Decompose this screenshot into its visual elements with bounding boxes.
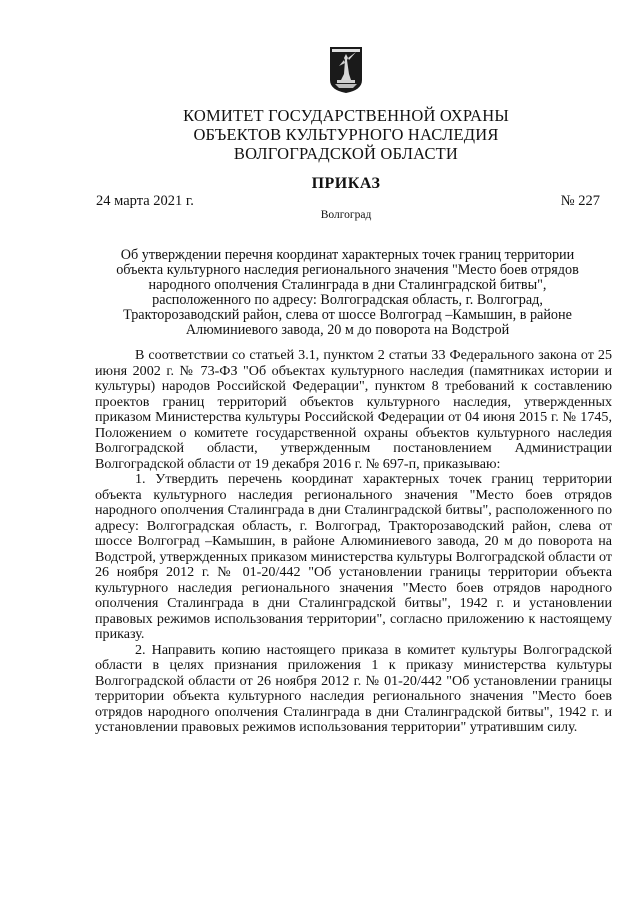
subject-line: народного ополчения Сталинграда в дни Сталинградской битвы", [148,277,547,293]
subject-line: Алюминиевого завода, 20 м до поворота на Водстрой [185,322,510,338]
document-title: ПРИКАЗ [311,175,381,192]
order-body [95,348,612,736]
subject-line: Тракторозаводский район, слева от шоссе Волгоград –Камышин, в районе [123,307,572,323]
order-city: Волгоград [320,209,372,221]
committee-header [96,106,596,163]
header-line: ОБЪЕКТОВ КУЛЬТУРНОГО НАСЛЕДИЯ [193,125,499,144]
subject-line: Об утверждении перечня координат характерных точек границ территории [120,247,575,263]
subject-line: объекта культурного наследия регионального значения "Место боев отрядов [116,262,579,278]
order-number: № 227 [560,193,600,209]
order-date: 24 марта 2021 г. [96,193,194,209]
item-1-paragraph: 1. Утвердить перечень координат характерных точек границ территории объекта культурного наследия регионального значения "Место боев отрядов народного ополчения Сталинграда в дни Сталинградской битвы", расположенного по адресу: Волгоградская область, г. Волгоград, Тракторозаводский район, слева от шоссе Волгоград –Камышин, в районе Алюминиевого завода, 20 м до поворота на Водстрой, утвержденных приказом министерства культуры Волгоградской области от 26 ноября 2012 г. № 01-20/442 "Об установлении границы территории объекта культурного наследия регионального значения "Место боев отрядов народного ополчения Сталинграда в дни Сталинградской битвы", 1942 г. и установлении правовых режимов использования территории", согласно приложению к настоящему приказу. [95,471,612,642]
order-subject [90,248,605,338]
item-2-paragraph: 2. Направить копию настоящего приказа в комитет культуры Волгоградской области в целях признания приложения 1 к приказу министерства культуры Волгоградской области от 26 ноября 2012 г. № 01-20/442 "Об установлении границы территории объекта культурного наследия регионального значения "Место боев отрядов народного ополчения Сталинграда в дни Сталинградской битвы", 1942 г. и установлении правовых режимов использования территории" утратившим силу. [95,641,612,735]
preamble-paragraph: В соответствии со статьей 3.1, пунктом 2 статьи 33 Федерального закона от 25 июня 2002 г. № 73-ФЗ "Об объектах культурного наследия (памятниках истории и культуры) народов Российской Федерации", пунктом 8 требований к составлению проектов границ территорий объектов культурного наследия, утвержденных приказом Министерства культуры Российской Федерации от 04 июня 2015 г. № 1745, Положением о комитете государственной охраны объектов культурного наследия Волгоградской области, утвержденным постановлением Администрации Волгоградской области от 19 декабря 2016 г. № 697-п, приказываю: [95,347,612,472]
header-line: ВОЛГОГРАДСКОЙ ОБЛАСТИ [233,144,459,163]
subject-line: расположенного по адресу: Волгоградская область, г. Волгоград, [152,292,543,308]
volgograd-coat-of-arms-icon [329,46,363,94]
header-line: КОМИТЕТ ГОСУДАРСТВЕННОЙ ОХРАНЫ [183,106,509,125]
